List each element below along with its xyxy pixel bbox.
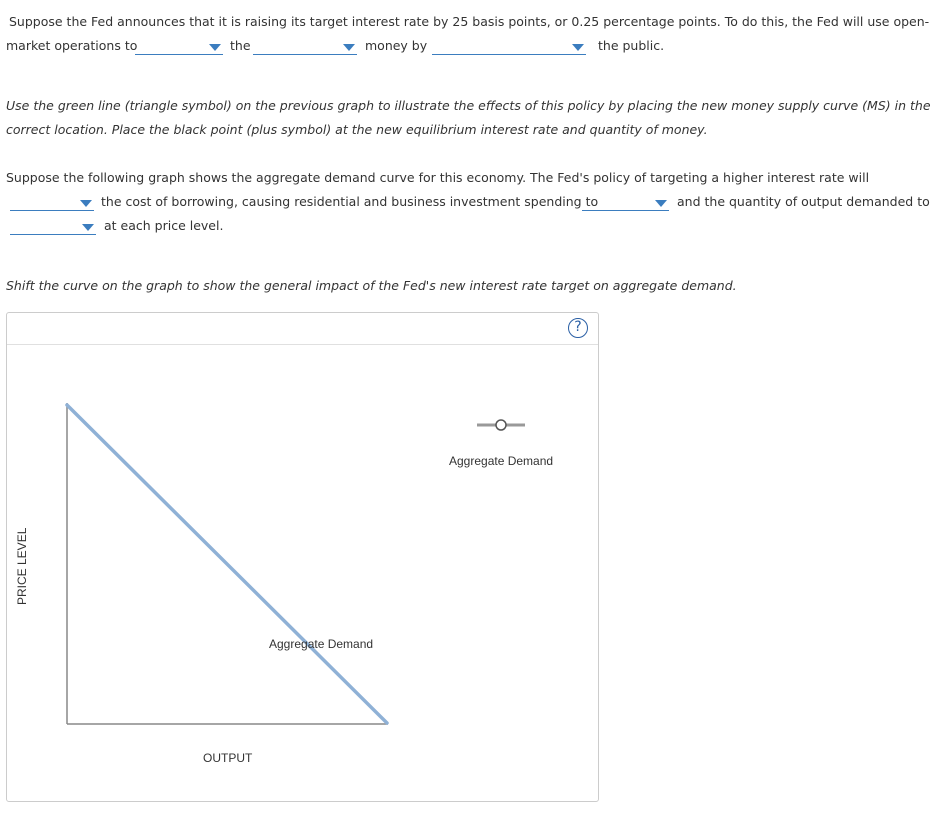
operation-dropdown[interactable] <box>135 40 223 55</box>
paragraph1-text-c: money by <box>365 38 428 53</box>
y-axis-label: PRICE LEVEL <box>15 527 29 605</box>
aggregate-demand-tool[interactable] <box>477 420 525 430</box>
instruction1-line1: Use the green line (triangle symbol) on the previous graph to illustrate the effects of this policy by placing the new money supply curve (MS) in the <box>6 98 931 113</box>
paragraph1-line1: Suppose the Fed announces that it is raising its target interest rate by 25 basis points, or 0.25 percentage points. To do this, the Fed will use open- <box>9 14 930 29</box>
output-dropdown[interactable] <box>10 220 96 235</box>
chevron-down-icon <box>655 200 667 207</box>
paragraph2-line1: Suppose the following graph shows the aggregate demand curve for this economy. The Fed's policy of targeting a higher interest rate will <box>6 170 870 185</box>
paragraph2-text-b: and the quantity of output demanded to <box>677 194 930 209</box>
paragraph1-text-a: market operations to <box>6 38 138 53</box>
chevron-down-icon <box>82 224 94 231</box>
paragraph1-text-d: the public. <box>598 38 665 53</box>
help-icon[interactable]: ? <box>568 318 588 338</box>
borrowing-cost-dropdown[interactable] <box>10 196 94 211</box>
legend-handle-icon <box>496 420 506 430</box>
chevron-down-icon <box>572 44 584 51</box>
aggregate-demand-graph <box>7 313 600 803</box>
chevron-down-icon <box>209 44 221 51</box>
paragraph2-text-a: the cost of borrowing, causing residential and business investment spending to <box>101 194 599 209</box>
graph-panel <box>6 312 599 802</box>
aggregate-demand-curve[interactable] <box>67 405 387 723</box>
paragraph2-text-c: at each price level. <box>104 218 224 233</box>
party-dropdown[interactable] <box>432 40 586 55</box>
chevron-down-icon <box>80 200 92 207</box>
investment-dropdown[interactable] <box>582 196 669 211</box>
instruction1-line2: correct location. Place the black point (plus symbol) at the new equilibrium interest rate and quantity of money. <box>6 122 708 137</box>
legend-label: Aggregate Demand <box>449 454 554 468</box>
x-axis-label: OUTPUT <box>203 751 253 765</box>
instruction2-line1: Shift the curve on the graph to show the general impact of the Fed's new interest rate target on aggregate demand. <box>6 278 737 293</box>
paragraph1-text-b: the <box>230 38 251 53</box>
direction-dropdown[interactable] <box>253 40 357 55</box>
curve-label: Aggregate Demand <box>269 637 374 651</box>
chevron-down-icon <box>343 44 355 51</box>
